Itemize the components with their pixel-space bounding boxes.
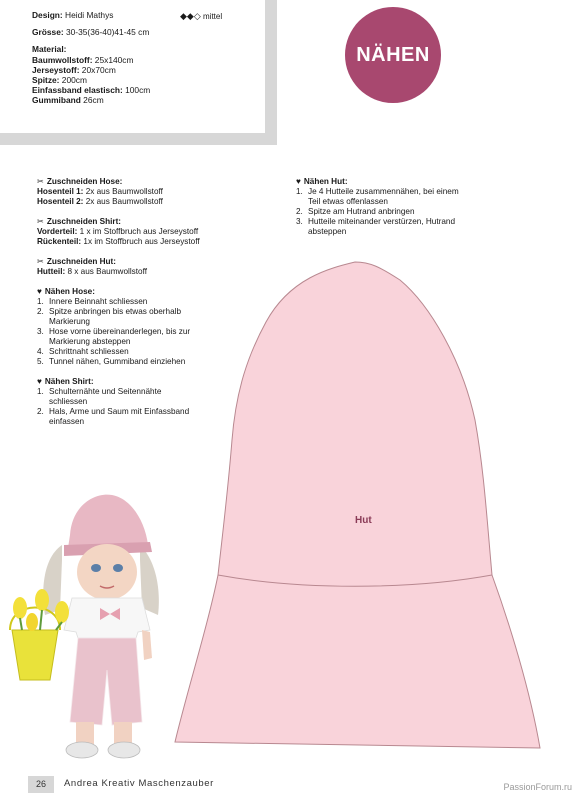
shirt-sew-title: ♥ Nähen Shirt:: [37, 377, 94, 386]
step-text: Hutteile miteinander verstürzen, Hutrand: [308, 217, 455, 226]
step-number: 1.: [37, 297, 44, 306]
heart-icon: ♥: [37, 287, 42, 296]
step-text: Markierung absteppen: [49, 337, 131, 346]
step-text: Je 4 Hutteile zusammennähen, bei einem: [308, 187, 459, 196]
step-text: Spitze am Hutrand anbringen: [308, 207, 415, 216]
material-item-label: Jerseystoff:: [32, 64, 80, 75]
hose-cut-item-label: Hosenteil 1:: [37, 187, 84, 196]
scissors-icon: ✂: [37, 257, 44, 266]
step-number: 3.: [296, 217, 303, 226]
shirt-cut-item-value: 1 x im Stoffbruch aus Jerseystoff: [77, 227, 199, 236]
heart-icon: ♥: [37, 377, 42, 386]
step-number: 2.: [296, 207, 303, 216]
scissors-icon: ✂: [37, 177, 44, 186]
step-number: 2.: [37, 307, 44, 316]
watermark: PassionForum.ru: [503, 782, 572, 792]
shirt-cut-item-value: 1x im Stoffbruch aus Jerseystoff: [81, 237, 200, 246]
diamond-icons: ◆◆◇: [180, 11, 201, 21]
hose-cut-item-label: Hosenteil 2:: [37, 197, 84, 206]
doll-photo: [0, 490, 170, 780]
hose-cut-item-value: 2x aus Baumwollstoff: [83, 187, 163, 196]
size-label: Grösse:: [32, 27, 64, 38]
hut-sew-title: ♥ Nähen Hut:: [296, 177, 348, 186]
step-text: einfassen: [49, 417, 85, 426]
material-item-label: Baumwollstoff:: [32, 54, 93, 65]
badge-label: NÄHEN: [356, 43, 430, 66]
material-item-label: Gummiband: [32, 95, 81, 106]
material-item-label: Einfassband elastisch:: [32, 85, 123, 96]
size-value: 30-35(36-40)41-45 cm: [65, 27, 150, 38]
material-item-value: 100cm: [122, 85, 151, 96]
material-item-value: 25x140cm: [92, 54, 134, 65]
step-text: Hals, Arme und Saum mit Einfassband: [49, 407, 190, 416]
hose-cut-item-value: 2x aus Baumwollstoff: [83, 197, 163, 206]
step-text: schliessen: [49, 397, 88, 406]
material-item-value: 26cm: [80, 95, 104, 106]
step-number: 3.: [37, 327, 44, 336]
design-value: Heidi Mathys: [65, 10, 114, 20]
hut-cut-item-label: Hutteil:: [37, 267, 66, 276]
step-text: Markierung: [49, 317, 90, 326]
step-text: Tunnel nähen, Gummiband einziehen: [49, 357, 186, 366]
hose-cut-title: ✂ Zuschneiden Hose:: [37, 177, 123, 186]
step-number: 1.: [37, 387, 44, 396]
step-number: 4.: [37, 347, 44, 356]
step-number: 5.: [37, 357, 44, 366]
hat-pattern-piece: [175, 262, 540, 748]
pattern-label: Hut: [355, 515, 372, 526]
shirt-cut-title: ✂ Zuschneiden Shirt:: [37, 217, 122, 226]
step-text: Schulternähte und Seitennähte: [49, 387, 162, 396]
material-title: Material:: [32, 44, 67, 55]
hut-cut-item-value: 8 x aus Baumwollstoff: [65, 267, 147, 276]
step-number: 2.: [37, 407, 44, 416]
magazine-title: Andrea Kreativ Maschenzauber: [64, 778, 214, 789]
page-number: 26: [36, 779, 47, 789]
step-text: Innere Beinnaht schliessen: [49, 297, 148, 306]
hose-sew-title: ♥ Nähen Hose:: [37, 287, 95, 296]
step-text: Hose vorne übereinanderlegen, bis zur: [49, 327, 191, 336]
material-item-value: 20x70cm: [79, 64, 116, 75]
design-label: Design:: [32, 10, 63, 20]
step-text: Teil etwas offenlassen: [308, 197, 388, 206]
heart-icon: ♥: [296, 177, 301, 186]
shirt-cut-item-label: Rückenteil:: [37, 237, 82, 246]
shirt-cut-item-label: Vorderteil:: [37, 227, 78, 236]
step-text: absteppen: [308, 227, 347, 236]
step-text: Spitze anbringen bis etwas oberhalb: [49, 307, 181, 316]
step-number: 1.: [296, 187, 303, 196]
scissors-icon: ✂: [37, 217, 44, 226]
step-text: Schrittnaht schliessen: [49, 347, 129, 356]
material-item-label: Spitze:: [32, 75, 60, 86]
hut-cut-title: ✂ Zuschneiden Hut:: [37, 257, 117, 266]
material-item-value: 200cm: [59, 75, 87, 86]
difficulty-label: mittel: [203, 12, 223, 21]
